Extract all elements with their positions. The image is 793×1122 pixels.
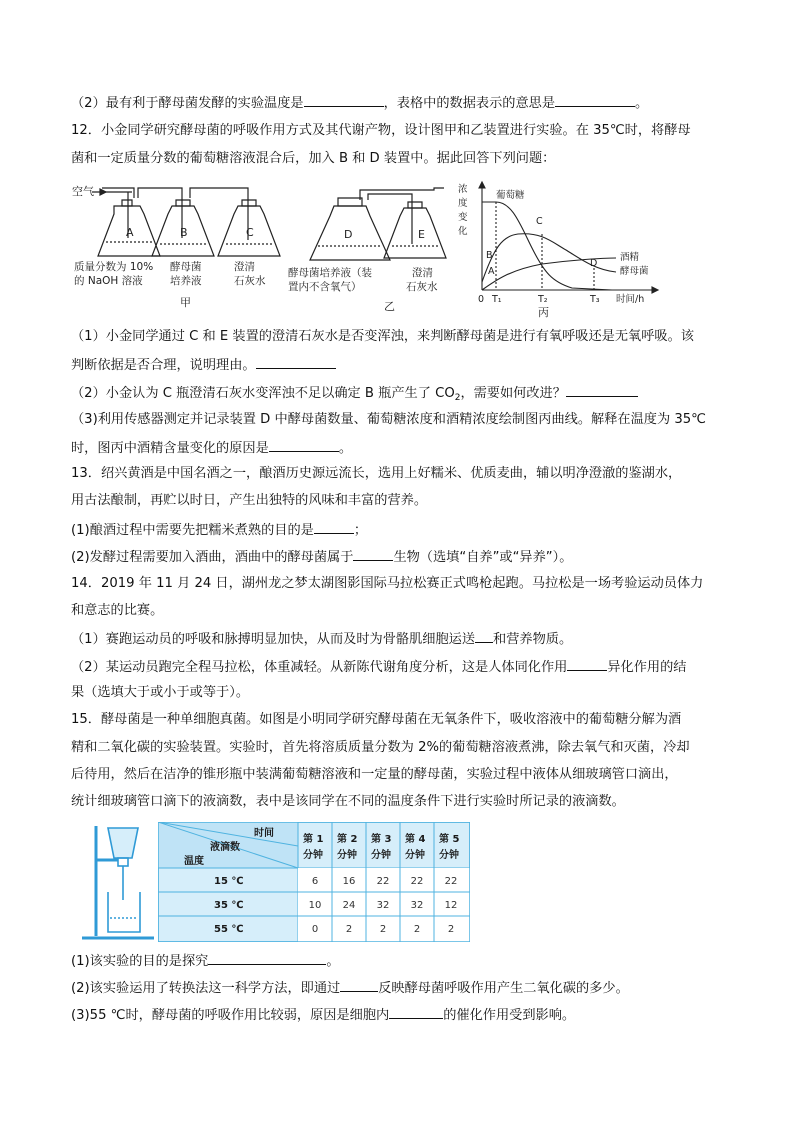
table-cell: 16 bbox=[342, 876, 356, 887]
answer-blank[interactable] bbox=[567, 656, 607, 671]
row-temp: 55 ℃ bbox=[214, 924, 244, 935]
flask-A-caption: 质量分数为 10% bbox=[74, 261, 154, 273]
q12-part3-line2: 时，图丙中酒精含量变化的原因是 。 bbox=[71, 437, 352, 459]
corner-drops: 液滴数 bbox=[210, 842, 240, 853]
answer-blank[interactable] bbox=[555, 92, 635, 107]
q13-part2: (2)发酵过程需要加入酒曲，酒曲中的酵母菌属于 生物（选填“自养”或“异养”）。 bbox=[71, 546, 572, 568]
answer-blank[interactable] bbox=[304, 92, 384, 107]
col-header: 第 5 bbox=[439, 834, 460, 845]
flask-A-caption: 的 NaOH 溶液 bbox=[74, 275, 143, 287]
table-cell: 0 bbox=[311, 924, 319, 935]
answer-blank[interactable] bbox=[314, 519, 354, 534]
graph-y-label: 化 bbox=[458, 226, 468, 237]
col-header: 分钟 bbox=[337, 850, 357, 861]
q15-line1: 15．酵母菌是一种单细胞真菌。如图是小明同学研究酵母菌在无氧条件下，吸收溶液中的葡萄糖分解为酒 bbox=[71, 712, 682, 727]
apparatus-yi bbox=[310, 188, 446, 260]
flask-B-label: B bbox=[180, 226, 188, 239]
q12-figure bbox=[72, 178, 692, 318]
q14-line1: 14．2019 年 11 月 24 日，湖州龙之梦太湖图影国际马拉松赛正式鸣枪起跑。马拉松是一场考验运动员体力 bbox=[71, 576, 704, 591]
q15-line4: 统计细玻璃管口滴下的液滴数，表中是该同学在不同的温度条件下进行实验时所记录的液滴数。 bbox=[71, 794, 625, 809]
q15-part3: (3)55 ℃时，酵母菌的呼吸作用比较弱，原因是细胞内 的催化作用受到影响。 bbox=[71, 1004, 575, 1026]
apparatus-yi-labels bbox=[288, 228, 438, 313]
col-header: 第 4 bbox=[405, 834, 426, 845]
point-C: C bbox=[536, 216, 543, 227]
q12-part3-line1: （3)利用传感器测定并记录装置 D 中酵母菌数量、葡萄糖浓度和酒精浓度绘制图丙曲线。解释在温度为 35℃ bbox=[71, 412, 706, 427]
answer-blank[interactable] bbox=[208, 950, 326, 965]
q12-part2: （2）小金认为 C 瓶澄清石灰水变浑浊不足以确定 B 瓶产生了 $CO_2$，需要如何改进？ bbox=[71, 382, 638, 408]
answer-blank[interactable] bbox=[389, 1004, 443, 1019]
q14-part1: （1）赛跑运动员的呼吸和脉搏明显加快，从而及时为骨骼肌细胞运送 和营养物质。 bbox=[71, 628, 572, 650]
tick-T2: T₂ bbox=[538, 294, 548, 305]
tick-T3: T₃ bbox=[590, 294, 600, 305]
answer-blank[interactable] bbox=[256, 354, 336, 369]
q15-apparatus bbox=[78, 822, 158, 944]
table-cell: 2 bbox=[447, 924, 455, 935]
glucose-legend: 葡萄糖 bbox=[496, 190, 525, 201]
q15-line3: 后待用，然后在洁净的锥形瓶中装满葡萄糖溶液和一定量的酵母菌，实验过程中液体从细玻璃管口滴出， bbox=[71, 767, 678, 782]
flask-E-label: E bbox=[418, 228, 425, 241]
yeast-legend: 酵母菌 bbox=[620, 266, 649, 277]
q12-intro-line2: 菌和一定质量分数的葡萄糖溶液混合后，加入 B 和 D 装置中。据此回答下列问题： bbox=[71, 151, 556, 166]
flask-C-caption: 澄清 bbox=[234, 261, 255, 273]
col-header: 分钟 bbox=[405, 850, 425, 861]
col-header: 分钟 bbox=[371, 850, 391, 861]
table-cell: 12 bbox=[444, 900, 458, 911]
col-header: 第 2 bbox=[337, 834, 358, 845]
table-cell: 10 bbox=[308, 900, 322, 911]
point-D: D bbox=[590, 258, 598, 269]
q11-part2: （2）最有利于酵母菌发酵的实验温度是 ，表格中的数据表示的意思是 。 bbox=[71, 92, 648, 114]
flask-B-caption: 酵母菌 bbox=[170, 261, 202, 273]
graph-y-label: 变 bbox=[458, 212, 468, 223]
flask-E-caption: 石灰水 bbox=[406, 281, 438, 293]
point-B: B bbox=[486, 250, 493, 261]
apparatus-jia bbox=[92, 188, 280, 256]
q15-line2: 精和二氧化碳的实验装置。实验时，首先将溶质质量分数为 2%的葡萄糖溶液煮沸，除去氧气和灭菌，冷却 bbox=[71, 740, 690, 755]
col-header: 分钟 bbox=[439, 850, 459, 861]
graph-y-label: 度 bbox=[458, 198, 468, 209]
figure-jia-caption: 甲 bbox=[180, 296, 191, 309]
col-header: 第 3 bbox=[371, 834, 392, 845]
q12-part1-line2: 判断依据是否合理，说明理由。 bbox=[71, 354, 336, 376]
q15-part2: (2)该实验运用了转换法这一科学方法，即通过 反映酵母菌呼吸作用产生二氧化碳的多少。 bbox=[71, 977, 629, 999]
graph-x-label: 时间/h bbox=[616, 294, 645, 305]
q12-intro-line1: 12．小金同学研究酵母菌的呼吸作用方式及其代谢产物，设计图甲和乙装置进行实验。在 35℃时，将酵母 bbox=[71, 123, 691, 138]
flask-C-caption: 石灰水 bbox=[234, 275, 266, 287]
flask-D-caption: 酵母菌培养液（装 bbox=[288, 267, 372, 279]
answer-blank[interactable] bbox=[353, 546, 393, 561]
q14-part2-line2: 果（选填大于或小于或等于）。 bbox=[71, 685, 250, 700]
table-cell: 22 bbox=[376, 876, 390, 887]
row-temp: 35 ℃ bbox=[214, 900, 244, 911]
q13-part1: (1)酿酒过程中需要先把糯米煮熟的目的是 ； bbox=[71, 519, 367, 541]
table-cell: 2 bbox=[413, 924, 421, 935]
corner-time: 时间 bbox=[254, 828, 274, 839]
answer-blank[interactable] bbox=[566, 382, 638, 397]
flask-D-caption: 置内不含氧气） bbox=[288, 281, 362, 293]
flask-C-label: C bbox=[246, 226, 254, 239]
graph-origin: 0 bbox=[478, 294, 485, 305]
flask-B-caption: 培养液 bbox=[170, 275, 202, 287]
col-header: 分钟 bbox=[303, 850, 323, 861]
flask-A-label: A bbox=[126, 226, 134, 239]
corner-temp: 温度 bbox=[184, 856, 204, 867]
table-cell: 22 bbox=[444, 876, 458, 887]
table-cell: 2 bbox=[345, 924, 353, 935]
row-temp: 15 ℃ bbox=[214, 876, 244, 887]
tick-T1: T₁ bbox=[492, 294, 502, 305]
table-cell: 32 bbox=[376, 900, 390, 911]
graph-bing-labels bbox=[458, 183, 649, 318]
col-header: 第 1 bbox=[303, 834, 324, 845]
q15-data-table bbox=[158, 822, 470, 942]
table-cell: 22 bbox=[410, 876, 424, 887]
point-A: A bbox=[488, 266, 495, 277]
table-cell: 2 bbox=[379, 924, 387, 935]
figure-yi-caption: 乙 bbox=[384, 300, 395, 313]
figure-bing-caption: 丙 bbox=[538, 306, 549, 318]
table-cell: 6 bbox=[311, 876, 319, 887]
flask-E-caption: 澄清 bbox=[412, 267, 433, 279]
q13-line1: 13．绍兴黄酒是中国名酒之一，酿酒历史源远流长，选用上好糯米、优质麦曲，辅以明净澄澈的鉴湖水， bbox=[71, 466, 682, 481]
q13-line2: 用古法酿制，再贮以时日，产生出独特的风味和丰富的营养。 bbox=[71, 493, 428, 508]
air-label: 空气 bbox=[72, 185, 94, 198]
answer-blank[interactable] bbox=[475, 628, 493, 643]
flask-D-label: D bbox=[344, 228, 353, 241]
q15-part1: (1)该实验的目的是探究 。 bbox=[71, 950, 340, 972]
q12-part1-line1: （1）小金同学通过 C 和 E 装置的澄清石灰水是否变浑浊，来判断酵母菌是进行有氧呼吸还是无氧呼吸。该 bbox=[71, 329, 694, 344]
q14-part2-line1: （2）某运动员跑完全程马拉松，体重减轻。从新陈代谢角度分析，这是人体同化作用 异化作用的结 bbox=[71, 656, 686, 678]
table-cell: 24 bbox=[342, 900, 356, 911]
table-cell: 32 bbox=[410, 900, 424, 911]
answer-blank[interactable] bbox=[340, 977, 378, 992]
q14-line2: 和意志的比赛。 bbox=[71, 603, 164, 618]
alcohol-legend: 酒精 bbox=[620, 252, 640, 263]
answer-blank[interactable] bbox=[269, 437, 339, 452]
graph-y-label: 浓 bbox=[458, 184, 468, 195]
